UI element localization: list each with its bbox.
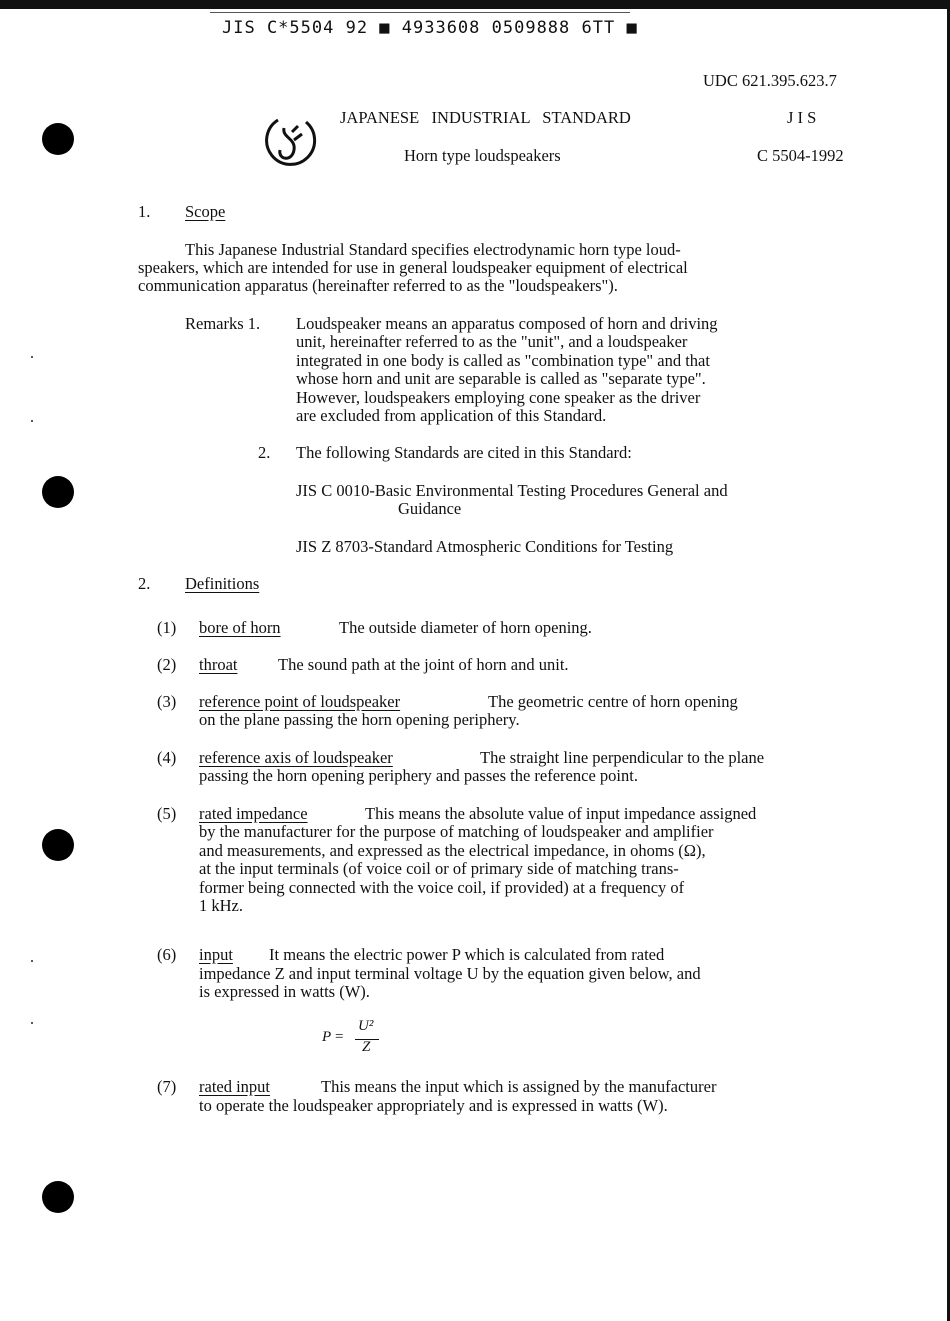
definition-text: passing the horn opening periphery and passes the reference point. [199, 766, 638, 785]
remark2-number: 2. [258, 443, 271, 462]
section-heading-definitions: Definitions [185, 574, 260, 593]
speck [31, 356, 33, 358]
definition-term: reference axis of loudspeaker [199, 748, 393, 767]
definition-text: on the plane passing the horn opening periphery. [199, 710, 520, 729]
standard-org: JAPANESE INDUSTRIAL STANDARD [340, 108, 631, 127]
remark-line: integrated in one body is called as "combination type" and that [296, 351, 710, 370]
formula-lhs: P [322, 1029, 332, 1045]
formula-numerator: U² [358, 1018, 374, 1034]
cited-standard-cont: Guidance [398, 499, 462, 518]
document-title: Horn type loudspeakers [404, 146, 561, 165]
definition-text: The sound path at the joint of horn and unit. [278, 655, 569, 674]
definition-text: This means the absolute value of input impedance assigned [365, 804, 757, 823]
jis-logo-icon [256, 110, 320, 174]
remark-line: are excluded from application of this Standard. [296, 406, 607, 425]
definition-number: (3) [157, 692, 177, 711]
definition-number: (7) [157, 1077, 177, 1096]
udc-number: UDC 621.395.623.7 [703, 71, 837, 90]
section-heading-scope: Scope [185, 202, 226, 221]
cited-standard: JIS Z 8703-Standard Atmospheric Conditions for Testing [296, 537, 674, 556]
section-number: 2. [138, 574, 151, 593]
remark-line: whose horn and unit are separable is called as "separate type". [296, 369, 706, 388]
definition-term: rated impedance [199, 804, 308, 823]
remark2-text: The following Standards are cited in this Standard: [296, 443, 632, 462]
definition-number: (4) [157, 748, 177, 767]
top-rule [210, 12, 630, 13]
speck [31, 420, 33, 422]
definition-term: bore of horn [199, 618, 281, 637]
definition-term: rated input [199, 1077, 271, 1096]
speck [31, 1022, 33, 1024]
section-number: 1. [138, 202, 151, 221]
jis-mark: J I S [787, 108, 817, 127]
standard-number: C 5504-1992 [757, 146, 844, 165]
speck [31, 960, 33, 962]
barcode-line: JIS C*5504 92 ■ 4933608 0509888 6TT ■ [222, 18, 638, 38]
definition-term: input [199, 945, 233, 964]
definition-text: This means the input which is assigned by the manufacturer [321, 1077, 717, 1096]
scope-line: This Japanese Industrial Standard specifies electrodynamic horn type loud- [185, 240, 681, 259]
punch-hole [42, 829, 74, 861]
definition-number: (1) [157, 618, 177, 637]
scope-line: communication apparatus (hereinafter referred to as the "loudspeakers"). [138, 276, 618, 295]
definition-text: The outside diameter of horn opening. [339, 618, 592, 637]
scope-line: speakers, which are intended for use in general loudspeaker equipment of electrical [138, 258, 688, 277]
punch-hole [42, 123, 74, 155]
definition-number: (2) [157, 655, 177, 674]
definition-text: and measurements, and expressed as the electrical impedance, in ohoms (Ω), [199, 841, 706, 860]
page-top-edge [0, 0, 950, 9]
punch-hole [42, 1181, 74, 1213]
definition-text: The geometric centre of horn opening [488, 692, 738, 711]
definition-term: reference point of loudspeaker [199, 692, 401, 711]
punch-hole [42, 476, 74, 508]
cited-standard: JIS C 0010-Basic Environmental Testing Procedures General and [296, 481, 728, 500]
definition-text: is expressed in watts (W). [199, 982, 370, 1001]
remarks-label: Remarks 1. [185, 314, 261, 333]
definition-text: to operate the loudspeaker appropriately and is expressed in watts (W). [199, 1096, 668, 1115]
definition-text: impedance Z and input terminal voltage U by the equation given below, and [199, 964, 701, 983]
remark-line: However, loudspeakers employing cone speaker as the driver [296, 388, 701, 407]
definition-number: (6) [157, 945, 177, 964]
definition-text: by the manufacturer for the purpose of matching of loudspeaker and amplifier [199, 822, 714, 841]
definition-term: throat [199, 655, 238, 674]
formula-eq: = [335, 1029, 344, 1045]
definition-text: The straight line perpendicular to the plane [480, 748, 765, 767]
definition-text: It means the electric power P which is calculated from rated [269, 945, 665, 964]
definition-text: former being connected with the voice coil, if provided) at a frequency of [199, 878, 685, 897]
remark-line: unit, hereinafter referred to as the "unit", and a loudspeaker [296, 332, 688, 351]
definition-number: (5) [157, 804, 177, 823]
definition-text: at the input terminals (of voice coil or of primary side of matching trans- [199, 859, 679, 878]
formula-denominator: Z [362, 1039, 371, 1055]
remark-line: Loudspeaker means an apparatus composed of horn and driving [296, 314, 718, 333]
definition-text: 1 kHz. [199, 896, 243, 915]
